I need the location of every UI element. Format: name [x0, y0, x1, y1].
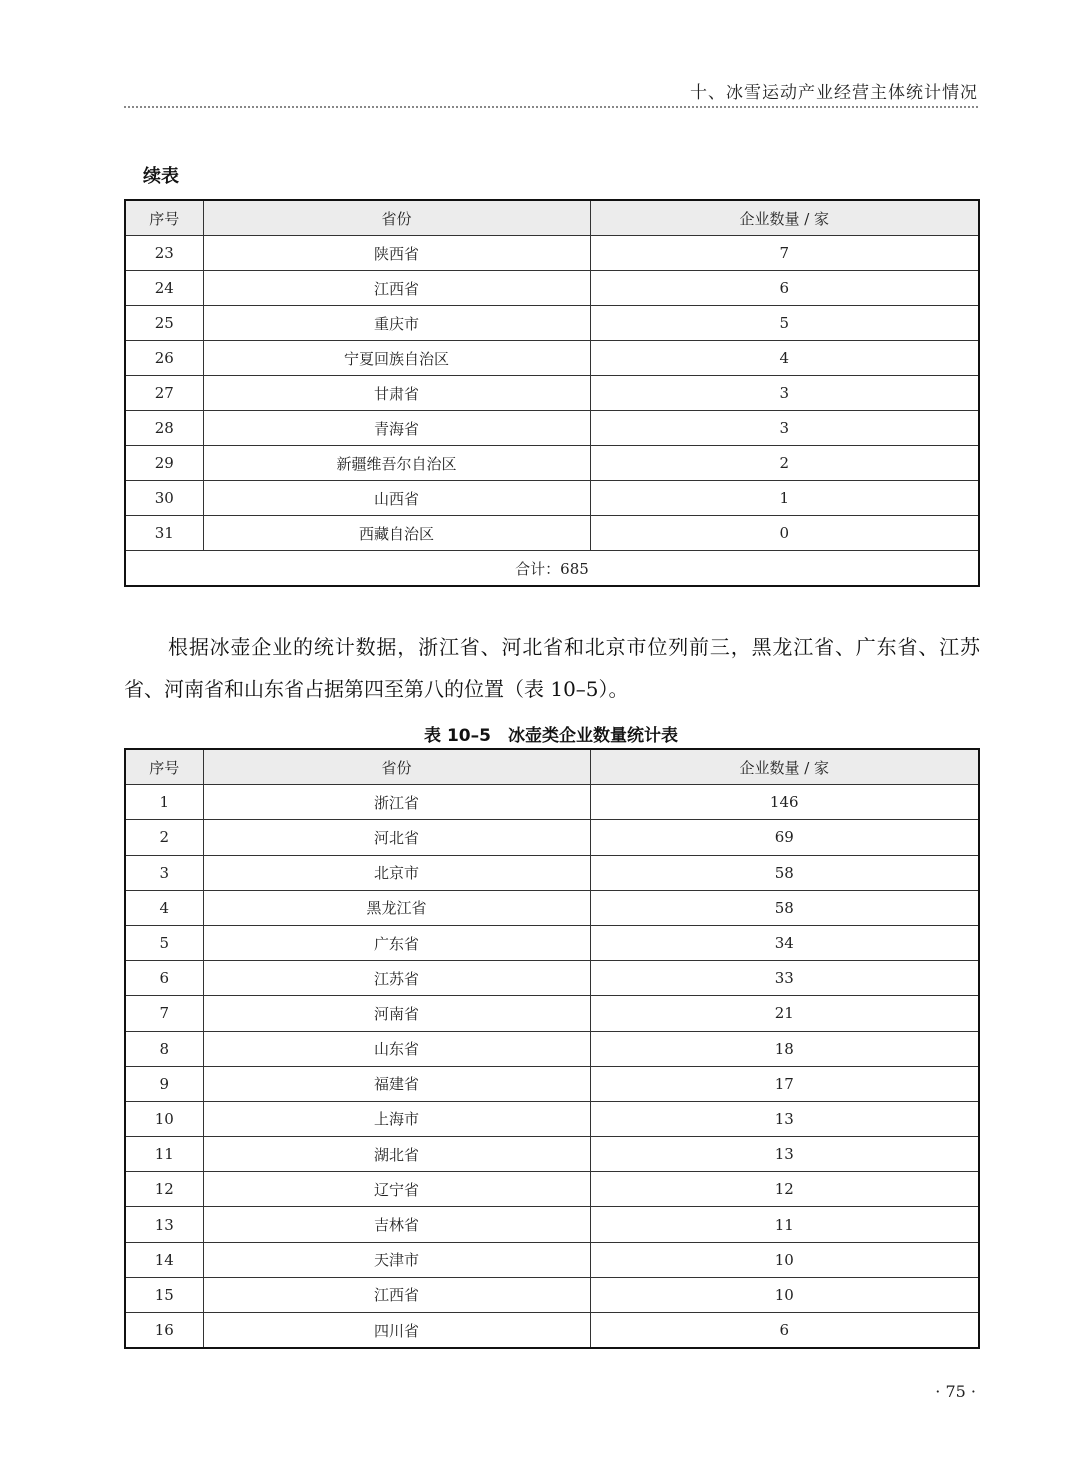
cell-province: 四川省	[203, 1313, 590, 1349]
cell-province: 河北省	[203, 820, 590, 855]
cell-index: 25	[125, 306, 203, 341]
cell-index: 30	[125, 481, 203, 516]
cell-province: 上海市	[203, 1101, 590, 1136]
cell-count: 6	[590, 1313, 979, 1349]
table-row	[125, 890, 979, 925]
cell-count: 69	[590, 820, 979, 855]
table-title: 表 10–5 冰壶类企业数量统计表	[424, 726, 678, 746]
cell-province: 重庆市	[203, 306, 590, 341]
cell-index: 11	[125, 1137, 203, 1172]
cell-count: 6	[590, 271, 979, 306]
cell-index: 28	[125, 411, 203, 446]
cell-index: 4	[125, 890, 203, 925]
cell-count: 3	[590, 411, 979, 446]
page-number: · 75 ·	[935, 1382, 976, 1401]
table-row	[125, 271, 979, 306]
column-header-count: 企业数量 / 家	[590, 749, 979, 785]
cell-count: 21	[590, 996, 979, 1031]
column-header-index: 序号	[125, 749, 203, 785]
table-row	[125, 1137, 979, 1172]
table-row	[125, 341, 979, 376]
table-total-row	[125, 551, 979, 587]
table-row	[125, 1172, 979, 1207]
cell-province: 江苏省	[203, 961, 590, 996]
table-row	[125, 820, 979, 855]
cell-index: 10	[125, 1101, 203, 1136]
table-header-row	[125, 200, 979, 236]
cell-count: 1	[590, 481, 979, 516]
cell-count: 12	[590, 1172, 979, 1207]
cell-index: 29	[125, 446, 203, 481]
cell-count: 34	[590, 925, 979, 960]
column-header-province: 省份	[203, 749, 590, 785]
cell-count: 58	[590, 890, 979, 925]
cell-count: 58	[590, 855, 979, 890]
cell-index: 15	[125, 1277, 203, 1312]
cell-province: 福建省	[203, 1066, 590, 1101]
cell-count: 3	[590, 376, 979, 411]
cell-index: 16	[125, 1313, 203, 1349]
table-row	[125, 961, 979, 996]
cell-index: 12	[125, 1172, 203, 1207]
table-row	[125, 481, 979, 516]
cell-count: 146	[590, 785, 979, 820]
cell-province: 甘肃省	[203, 376, 590, 411]
table-row	[125, 446, 979, 481]
header-divider	[124, 106, 978, 108]
table-row	[125, 996, 979, 1031]
cell-count: 18	[590, 1031, 979, 1066]
cell-index: 6	[125, 961, 203, 996]
cell-count: 2	[590, 446, 979, 481]
continued-table	[124, 199, 980, 587]
table-row	[125, 1277, 979, 1312]
table-row	[125, 376, 979, 411]
table-row	[125, 1066, 979, 1101]
cell-index: 1	[125, 785, 203, 820]
table-row	[125, 1207, 979, 1242]
table-row	[125, 925, 979, 960]
cell-index: 8	[125, 1031, 203, 1066]
cell-index: 5	[125, 925, 203, 960]
cell-count: 11	[590, 1207, 979, 1242]
cell-province: 浙江省	[203, 785, 590, 820]
cell-province: 黑龙江省	[203, 890, 590, 925]
cell-province: 宁夏回族自治区	[203, 341, 590, 376]
cell-index: 3	[125, 855, 203, 890]
cell-index: 24	[125, 271, 203, 306]
running-header: 十、冰雪运动产业经营主体统计情况	[690, 83, 978, 103]
table-row	[125, 236, 979, 271]
cell-province: 新疆维吾尔自治区	[203, 446, 590, 481]
column-header-province: 省份	[203, 200, 590, 236]
cell-province: 河南省	[203, 996, 590, 1031]
cell-count: 5	[590, 306, 979, 341]
table-row	[125, 1313, 979, 1349]
table-header-row	[125, 749, 979, 785]
cell-province: 西藏自治区	[203, 516, 590, 551]
table-row	[125, 411, 979, 446]
cell-index: 9	[125, 1066, 203, 1101]
cell-index: 23	[125, 236, 203, 271]
table-row	[125, 785, 979, 820]
cell-province: 江西省	[203, 1277, 590, 1312]
cell-index: 7	[125, 996, 203, 1031]
table-row	[125, 1031, 979, 1066]
column-header-count: 企业数量 / 家	[590, 200, 979, 236]
column-header-index: 序号	[125, 200, 203, 236]
cell-count: 7	[590, 236, 979, 271]
cell-province: 天津市	[203, 1242, 590, 1277]
cell-province: 陕西省	[203, 236, 590, 271]
body-paragraph: 根据冰壶企业的统计数据，浙江省、河北省和北京市位列前三，黑龙江省、广东省、江苏省、河南省和山东省占据第四至第八的位置（表 10–5）。	[124, 635, 980, 701]
table-total-cell: 合计：685	[125, 551, 979, 587]
cell-count: 17	[590, 1066, 979, 1101]
cell-index: 31	[125, 516, 203, 551]
cell-count: 10	[590, 1242, 979, 1277]
cell-province: 山东省	[203, 1031, 590, 1066]
cell-index: 2	[125, 820, 203, 855]
cell-province: 山西省	[203, 481, 590, 516]
cell-province: 吉林省	[203, 1207, 590, 1242]
cell-province: 北京市	[203, 855, 590, 890]
cell-count: 10	[590, 1277, 979, 1312]
cell-province: 青海省	[203, 411, 590, 446]
curling-enterprise-table	[124, 748, 980, 1349]
cell-count: 33	[590, 961, 979, 996]
cell-province: 江西省	[203, 271, 590, 306]
continued-table-label: 续表	[143, 166, 179, 187]
table-row	[125, 516, 979, 551]
cell-index: 14	[125, 1242, 203, 1277]
table-row	[125, 855, 979, 890]
cell-province: 辽宁省	[203, 1172, 590, 1207]
table-row	[125, 306, 979, 341]
cell-index: 27	[125, 376, 203, 411]
cell-province: 湖北省	[203, 1137, 590, 1172]
table-row	[125, 1242, 979, 1277]
cell-index: 26	[125, 341, 203, 376]
cell-count: 13	[590, 1137, 979, 1172]
cell-count: 0	[590, 516, 979, 551]
cell-index: 13	[125, 1207, 203, 1242]
cell-count: 13	[590, 1101, 979, 1136]
cell-province: 广东省	[203, 925, 590, 960]
cell-count: 4	[590, 341, 979, 376]
table-row	[125, 1101, 979, 1136]
